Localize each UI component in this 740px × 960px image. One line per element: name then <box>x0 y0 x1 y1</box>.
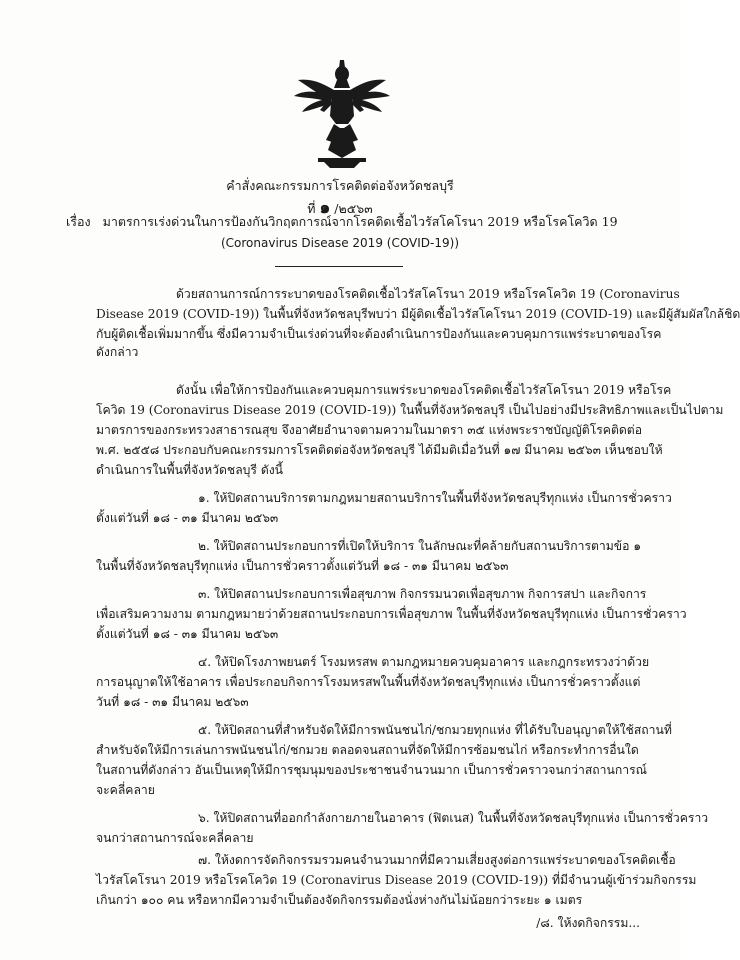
body-line: ๑. ให้ปิดสถานบริการตามกฎหมายสถานบริการในพื้นที่จังหวัดชลบุรีทุกแห่ง เป็นการชั่วคราว <box>198 491 672 505</box>
body-line: ๓. ให้ปิดสถานประกอบการเพื่อสุขภาพ กิจกรรมนวดเพื่อสุขภาพ กิจการสปา และกิจการ <box>198 587 647 601</box>
order-number-prefix: ที่ <box>307 201 316 216</box>
body-line: ดังนั้น เพื่อให้การป้องกันและควบคุมการแพร่ระบาดของโรคติดเชื้อไวรัสโคโรนา 2019 หรือโรค <box>176 383 672 397</box>
body-line: ดำเนินการในพื้นที่จังหวัดชลบุรี ดังนี้ <box>96 463 284 477</box>
body-line: สำหรับจัดให้มีการเล่นการพนันชนไก่/ชกมวย ตลอดจนสถานที่จัดให้มีการซ้อมชนไก่ หรือกระทำการอื่นใด <box>96 743 639 757</box>
subject-line <box>66 212 666 232</box>
body-line: ๒. ให้ปิดสถานประกอบการที่เปิดให้บริการ ในลักษณะที่คล้ายกับสถานบริการตามข้อ ๑ <box>198 539 642 553</box>
body-line: พ.ศ. ๒๕๕๘ ประกอบกับคณะกรรมการโรคติดต่อจังหวัดชลบุรี ได้มีมติเมื่อวันที่ ๑๗ มีนาคม ๒๕๖๓ เห็นชอบให้ <box>96 443 663 457</box>
order-number-suffix: /๒๕๖๓ <box>334 201 373 216</box>
body-line: ๗. ให้งดการจัดกิจกรรมรวมคนจำนวนมากที่มีความเสี่ยงสูงต่อการแพร่ระบาดของโรคติดเชื้อ <box>198 853 676 867</box>
subject-english: (Coronavirus Disease 2019 (COVID-19)) <box>220 236 460 250</box>
body-line: Disease 2019 (COVID-19)) ในพื้นที่จังหวัดชลบุรีพบว่า มีผู้ติดเชื้อไวรัสโคโรนา 2019 (COVID-19) และมีผู้สัมผัสใกล้ชิด <box>96 307 740 321</box>
body-line: เพื่อเสริมความงาม ตามกฎหมายว่าด้วยสถานประกอบการเพื่อสุขภาพ ในพื้นที่จังหวัดชลบุรีทุกแห่ง เป็นการชั่วคราว <box>96 607 687 621</box>
body-line: ๕. ให้ปิดสถานที่สำหรับจัดให้มีการพนันชนไก่/ชกมวยทุกแห่ง ที่ได้รับใบอนุญาตให้ใช้สถานที่ <box>198 723 672 737</box>
body-line: กับผู้ติดเชื้อเพิ่มมากขึ้น ซึ่งมีความจำเป็นเร่งด่วนที่จะต้องดำเนินการป้องกันและควบคุมการแพร่ระบาดของโรค <box>96 327 662 341</box>
body-line: ๔. ให้ปิดโรงภาพยนตร์ โรงมหรสพ ตามกฎหมายควบคุมอาคาร และกฎกระทรวงว่าด้วย <box>198 655 650 669</box>
body-line: เกินกว่า ๑๐๐ คน หรือหากมีความจำเป็นต้องจัดกิจกรรมต้องนั่งห่างกันไม่น้อยกว่าระยะ ๑ เมตร <box>96 893 583 907</box>
body-line: วันที่ ๑๘ - ๓๑ มีนาคม ๒๕๖๓ <box>96 695 249 709</box>
body-line: จะคลี่คลาย <box>96 783 155 797</box>
body-line: ในสถานที่ดังกล่าว อันเป็นเหตุให้มีการชุมนุมของประชาชนจำนวนมาก เป็นการชั่วคราวจนกว่าสถานการณ์ <box>96 763 647 777</box>
subject-text: มาตรการเร่งด่วนในการป้องกันวิกฤตการณ์จากโรคติดเชื้อไวรัสโคโรนา 2019 หรือโรคโควิด 19 <box>102 214 618 229</box>
body-line: ดังกล่าว <box>96 345 139 359</box>
subject-label: เรื่อง <box>66 214 91 229</box>
continuation-note: /๘. ให้งดกิจกรรม... <box>536 916 640 930</box>
body-line: มาตรการของกระทรวงสาธารณสุข จึงอาศัยอำนาจตามความในมาตรา ๓๕ แห่งพระราชบัญญัติโรคติดต่อ <box>96 423 643 437</box>
body-line: ตั้งแต่วันที่ ๑๘ - ๓๑ มีนาคม ๒๕๖๓ <box>96 511 279 525</box>
body-line: โควิด 19 (Coronavirus Disease 2019 (COVID-19)) ในพื้นที่จังหวัดชลบุรี เป็นไปอย่างมีประสิทธิภาพและเป็นไปตาม <box>96 403 724 417</box>
body-line: ด้วยสถานการณ์การระบาดของโรคติดเชื้อไวรัสโคโรนา 2019 หรือโรคโควิด 19 (Coronavirus <box>176 287 680 301</box>
divider-rule <box>275 266 403 267</box>
body-line: ไวรัสโคโรนา 2019 หรือโรคโควิด 19 (Coronavirus Disease 2019 (COVID-19)) ที่มีจำนวนผู้เข้าร่วมกิจกรรม <box>96 873 697 887</box>
body-line: ๖. ให้ปิดสถานที่ออกกำลังกายภายในอาคาร (ฟิตเนส) ในพื้นที่จังหวัดชลบุรีทุกแห่ง เป็นการชั่วคราว <box>198 811 709 825</box>
body-line: ตั้งแต่วันที่ ๑๘ - ๓๑ มีนาคม ๒๕๖๓ <box>96 627 279 641</box>
body-line: ในพื้นที่จังหวัดชลบุรีทุกแห่ง เป็นการชั่วคราวตั้งแต่วันที่ ๑๘ - ๓๑ มีนาคม ๒๕๖๓ <box>96 559 509 573</box>
order-title: คำสั่งคณะกรรมการโรคติดต่อจังหวัดชลบุรี <box>226 178 454 193</box>
garuda-emblem-icon <box>290 58 394 170</box>
order-number-value: ๑ <box>319 198 331 218</box>
body-line: จนกว่าสถานการณ์จะคลี่คลาย <box>96 831 254 845</box>
body-line: การอนุญาตให้ใช้อาคาร เพื่อประกอบกิจการโรงมหรสพในพื้นที่จังหวัดชลบุรีทุกแห่ง เป็นการชั่วคราวตั้งแต่ <box>96 675 641 689</box>
